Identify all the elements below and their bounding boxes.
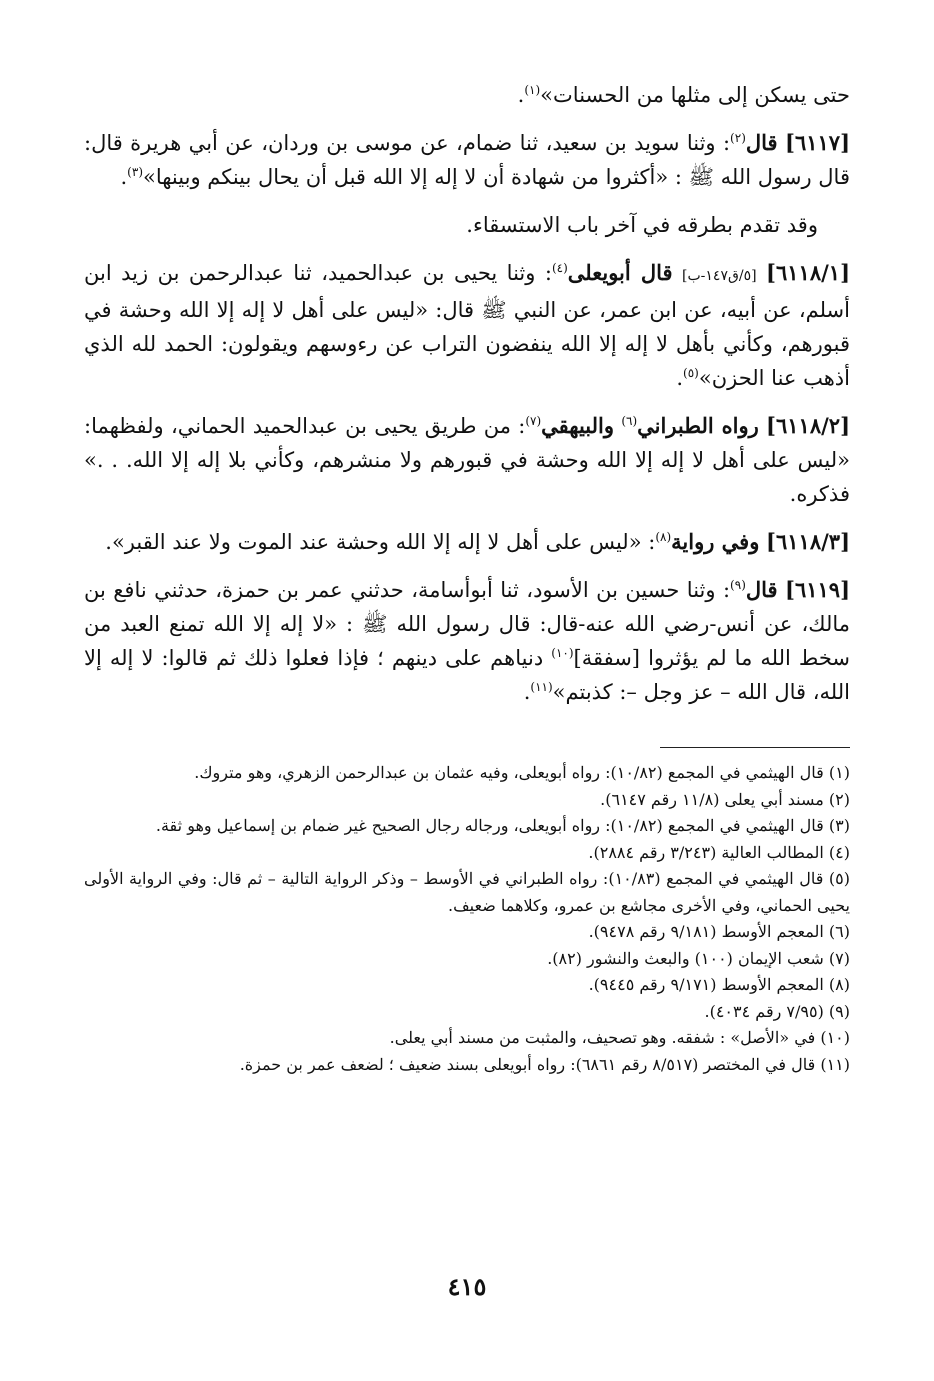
hadith-6118-1 — [84, 256, 850, 395]
footnote: (١١) قال في المختصر (٨/٥١٧ رقم ٦٨٦١): رواه أبويعلى بسند ضعيف ؛ لضعف عمر بن حمزة. — [239, 1054, 850, 1074]
footnote: (٩) (٧/٩٥ رقم ٤٠٣٤). — [704, 1001, 850, 1021]
footnote-ref: (١١) — [530, 680, 553, 694]
footnote: (١) قال الهيثمي في المجمع (١٠/٨٢): رواه أبويعلى، وفيه عثمان بن عبدالرحمن الزهري، وهو متروك. — [194, 763, 850, 782]
footnote-ref: (١٠) — [551, 646, 574, 660]
footnote: (٤) المطالب العالية (٣/٢٤٣ رقم ٢٨٨٤). — [588, 842, 850, 862]
text: . — [676, 366, 684, 390]
footnote: (٧) شعب الإيمان (١٠٠) والبعث والنشور (٨٢). — [547, 948, 850, 968]
hadith-text: : وثنا حسين بن الأسود، ثنا أبوأسامة، حدثني عمر بن حمزة، حدثني نافع بن مالك، عن أنس-رضي الله عنه-قال: قال رسول الله ﷺ : «لا إله إلا الله تمنع العبد من سخط الله ما لم يؤثروا [سفقة] — [84, 578, 851, 670]
narrator: رواه الطبراني — [637, 413, 759, 438]
footnote-ref: (٨) — [655, 530, 672, 544]
footnote-divider — [660, 747, 850, 748]
footnote-ref: (٦) — [621, 414, 638, 428]
hadith-6118-2 — [84, 409, 850, 511]
footnote: (٦) المعجم الأوسط (٩/١٨١ رقم ٩٤٧٨). — [588, 922, 850, 941]
footnote-ref: (٧) — [525, 414, 542, 428]
hadith-number: [٦١١٧] — [785, 130, 850, 155]
footnote-ref: (١) — [524, 83, 541, 97]
footnote: (٥) قال الهيثمي في المجمع (١٠/٨٣): رواه الطبراني في الأوسط – وذكر الرواية التالية – ثم قال: وفي الرواية الأولى يحيى الحماني، وفي الأخرى مجاشع بن عمرو، وكلاهما ضعيف. — [84, 869, 850, 915]
footnote-ref: (٢) — [730, 131, 746, 145]
footnote-ref: (٤) — [551, 261, 568, 275]
text: . — [523, 680, 531, 704]
narrator: قال — [745, 577, 778, 602]
footnotes — [84, 760, 850, 1078]
hadith-6117 — [84, 126, 850, 194]
paragraph-note — [84, 208, 850, 242]
main-text — [84, 78, 850, 709]
footnote: (٣) قال الهيثمي في المجمع (١٠/٨٢): رواه أبويعلى، ورجاله رجال الصحيح غير ضمام بن إسماعيل وهو ثقة. — [155, 816, 850, 835]
hadith-number: [٦١١٩] — [785, 577, 851, 602]
text: . — [517, 83, 525, 107]
page-number: ٤١٥ — [447, 1272, 487, 1301]
manuscript-ref: [٥/ق١٤٧-ب] — [682, 268, 757, 284]
footnote: (١٠) في «الأصل» : شفقه. وهو تصحيف، والمثبت من مسند أبي يعلى. — [389, 1028, 850, 1047]
hadith-6118-3 — [84, 525, 850, 559]
hadith-number: [٦١١٨/١] — [766, 260, 850, 285]
hadith-6119 — [84, 573, 850, 709]
text: . — [120, 165, 128, 189]
footnote-ref: (٣) — [127, 165, 143, 179]
hadith-number: [٦١١٨/٣] — [766, 529, 850, 554]
footnote-ref: (٩) — [730, 578, 746, 592]
narrator: قال أبويعلى — [567, 260, 673, 285]
narrator: قال — [745, 130, 778, 155]
text: وقد تقدم بطرقه في آخر باب الاستسقاء. — [466, 213, 818, 237]
narrator: وفي رواية — [671, 529, 760, 554]
hadith-text: : «ليس على أهل لا إله إلا الله وحشة عند الموت ولا عند القبر». — [105, 530, 656, 554]
hadith-text: : من طريق يحيى بن عبدالحميد الحماني، ولفظهما: «ليس على أهل لا إله إلا الله وحشة في قبورهم ولا منشرهم، وكأني بلا إله إلا الله. . .» فذكره. — [84, 414, 850, 506]
footnote: (٢) مسند أبي يعلى (١١/٨ رقم ٦١٤٧). — [600, 789, 850, 809]
text: حتى يسكن إلى مثلها من الحسنات» — [540, 83, 850, 107]
footnote-ref: (٥) — [683, 366, 699, 380]
paragraph-continuation — [84, 78, 850, 112]
hadith-number: [٦١١٨/٢] — [766, 413, 850, 438]
narrator: والبيهقي — [541, 413, 615, 438]
hadith-text: : وثنا يحيى بن عبدالحميد، ثنا عبدالرحمن بن زيد ابن أسلم، عن أبيه، عن ابن عمر، عن النبي ﷺ قال: «ليس على أهل لا إله إلا الله وحشة في قبورهم، وكأني بأهل لا إله إلا الله ينفضون التراب عن رءوسهم ويقولون: الحمد لله الذي أذهب عنا الحزن» — [84, 261, 850, 390]
footnote: (٨) المعجم الأوسط (٩/١٧١ رقم ٩٤٤٥). — [588, 975, 850, 994]
hadith-text: : وثنا سويد بن سعيد، ثنا ضمام، عن موسى بن وردان، عن أبي هريرة قال: قال رسول الله ﷺ : «أكثروا من شهادة أن لا إله إلا الله قبل أن يحال بينكم وبينها» — [84, 131, 850, 189]
hadith-text: دنياهم على دينهم ؛ فإذا فعلوا ذلك ثم قالوا: لا إله إلا الله، قال الله – عز وجل –: كذبتم» — [84, 646, 850, 704]
